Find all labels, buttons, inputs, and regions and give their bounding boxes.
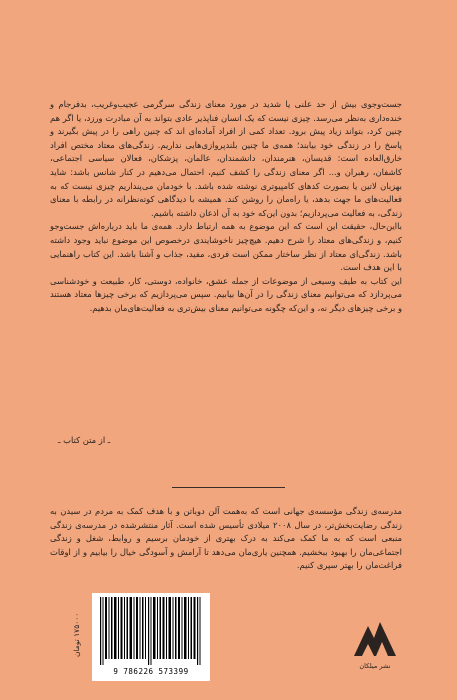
isbn-number: 9 786226 573399 bbox=[113, 667, 189, 676]
about-school-of-life bbox=[50, 505, 402, 573]
barcode bbox=[92, 593, 210, 681]
barcode-bars bbox=[98, 597, 204, 665]
blurb-paragraph-2: بااین‌حال، حقیقت این است که این موضوع به همه ارتباط دارد. همه‌ی ما باید درباره‌اش جست‌وجو کنیم، و زندگی‌های معتاد را شرح دهیم. هیچ‌چیز ناخوشایندی درخصوص این موضوع نباید وجود داشته باشد. زندگی‌ای معتاد از نظر ساختار ممکن است فردی، مفید، جذاب و آشنا باشد. این کتاب راهنمایی با این هدف است. bbox=[50, 221, 402, 273]
price: ۱۷۵۰۰۰ تومان bbox=[72, 612, 81, 658]
about-paragraph: مدرسه‌ی زندگی مؤسسه‌ی جهانی است که به‌همت آلن دوباتن و با هدف کمک به مردم در سیدن به زندگی رضایت‌بخش‌تر، در سال ۲۰۰۸ میلادی تأسیس شده است. آثار منتشرشده در مدرسه‌ی زندگی منبعی است که به ما کمک می‌کند به درک بهتری از خودمان برسیم و روابط، شغل و زندگی اجتماعی‌مان را بهبود ببخشیم. همچنین یاری‌مان می‌دهد تا آرامش و آسودگی خیال را بیابیم و از اوقات فراغت‌مان را بهتر سپری کنیم. bbox=[50, 506, 402, 571]
publisher-name: نشر میلکان bbox=[359, 662, 391, 670]
blurb-paragraph-3: این کتاب به طیف وسیعی از موضوعات از جمله عشق، خانواده، دوستی، کار، طبیعت و خودشناسی می‌پردازد که می‌توانیم معنای زندگی را در آن‌ها بیابیم. سپس می‌پردازیم که برخی چیزها معتاد هستند و برخی چیزهای دیگر نه، و این‌که چگونه می‌توانیم معنای بیش‌تری به فعالیت‌های‌مان بدهیم. bbox=[50, 275, 402, 313]
mountain-icon bbox=[352, 616, 398, 662]
barcode-block bbox=[66, 585, 214, 685]
blurb-paragraph-1: جست‌وجوی بیش از حد علنی یا شدید در مورد معنای زندگی سرگرمی عجیب‌وغریب، بدفرجام و خنده‌داری به‌نظر می‌رسد. چیزی نیست که یک انسان فناپذیر عادی بتواند به آن مبادرت ورزد، یا اگر هم چنین کرد، بتواند زیاد پیش برود. تعداد کمی از افراد آماده‌ای اند که چنین راهی را در پیش بگیرند و پاسخ را در زندگی خود بیابند؛ همه‌ی ما چنین بلندپروازی‌هایی نداریم. زندگی‌های معتاد مختص افراد خارق‌العاده است: قدیسان، هنرمندان، دانشمندان، عالمان، پزشکان، فعالان سیاسی اجتماعی، کاشفان، رهبران و... اگر معنای زندگی را کشف کنیم، احتمال می‌دهیم در کنار شانس باشد: شاید بهزبان لاتین یا بصورت کدهای کامپیوتری نوشته شده باشد. با خودمان می‌پنداریم چیزی نیست که به فعالیت‌های ما جهت بدهد، یا راه‌مان را روشن کند. همیشه با دیدگاهی کوته‌نظرانه در رابطه با معنای زندگی، به فعالیت می‌پردازیم؛ بدون این‌که خود به آن اذعان داشته باشیم. bbox=[50, 99, 402, 218]
blurb bbox=[50, 98, 402, 316]
source-note: ـ از متن کتاب ـ bbox=[58, 435, 111, 445]
publisher-logo bbox=[352, 616, 398, 674]
divider bbox=[172, 487, 285, 488]
